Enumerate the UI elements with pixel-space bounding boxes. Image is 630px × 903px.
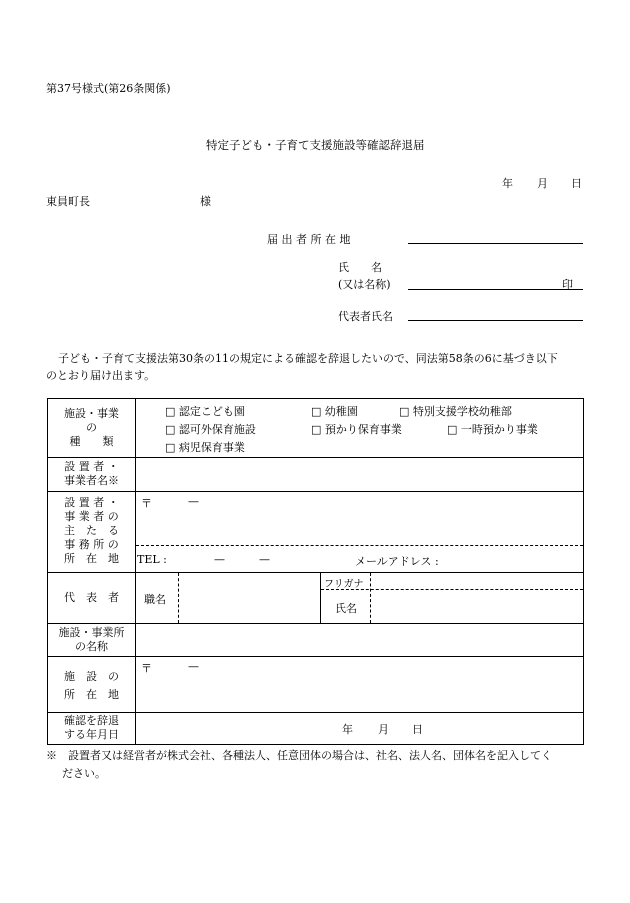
- applicant-name-field[interactable]: [408, 289, 583, 290]
- row-facility-type-label: 施設・事業 の 種 類: [64, 407, 119, 448]
- facility-postal-dash: —: [188, 660, 199, 673]
- representative-name-field[interactable]: [372, 591, 582, 622]
- row-operator-name-label: 設 置 者 ・ 事業者名※: [64, 460, 119, 487]
- facility-postal-mark: 〒: [141, 662, 152, 675]
- email-label: メールアドレス :: [355, 555, 439, 568]
- date-day: 日: [571, 177, 582, 190]
- row-facility-name-label: 施設・事業所 の名称: [58, 626, 125, 653]
- job-title-label: 職名: [144, 593, 166, 606]
- option-sick-child-care[interactable]: □ 病児保育事業: [165, 441, 245, 454]
- withdrawal-month: 月: [378, 723, 389, 736]
- honorific: 様: [200, 195, 211, 208]
- form-number: 第37号様式(第26条関係): [46, 82, 171, 95]
- applicant-address-field[interactable]: [408, 243, 583, 244]
- withdrawal-day: 日: [412, 723, 423, 736]
- footnote-line1: ※ 設置者又は経営者が株式会社、各種法人、任意団体の場合は、社名、法人名、団体名を記入してく: [46, 749, 552, 762]
- tel-label: TEL :: [137, 553, 167, 566]
- option-unlicensed-childcare[interactable]: □ 認可外保育施設: [165, 423, 256, 436]
- applicant-name-sub-label: (又は名称): [338, 278, 391, 291]
- applicant-name-label: 氏 名: [338, 261, 382, 274]
- postal-mark: 〒: [141, 497, 152, 510]
- representative-field[interactable]: [408, 320, 583, 321]
- date-month: 月: [537, 177, 548, 190]
- postal-dash: —: [188, 495, 199, 508]
- footnote-line2: ださい。: [62, 767, 106, 780]
- job-title-field[interactable]: [180, 575, 318, 621]
- row-office-address-label: 設 置 者 ・ 事 業 者 の 主 た る 事 務 所 の 所 在 地: [64, 496, 119, 565]
- furigana-label: フリガナ: [324, 579, 364, 590]
- addressee: 東員町長: [46, 195, 90, 208]
- option-extended-childcare[interactable]: □ 預かり保育事業: [311, 423, 402, 436]
- name-label: 氏名: [335, 602, 357, 615]
- option-temporary-childcare[interactable]: □ 一時預かり事業: [447, 423, 538, 436]
- row-withdrawal-date-label: 確認を辞退 する年月日: [64, 714, 119, 741]
- date-year: 年: [502, 177, 513, 190]
- tel-dash-2: —: [259, 553, 270, 566]
- option-certified-kodomoen[interactable]: □ 認定こども園: [165, 405, 245, 418]
- seal-mark: 印: [562, 278, 573, 291]
- page-title: 特定子ども・子育て支援施設等確認辞退届: [206, 138, 425, 152]
- operator-name-field[interactable]: [137, 459, 582, 490]
- withdrawal-year: 年: [342, 723, 353, 736]
- applicant-address-label: 届 出 者 所 在 地: [267, 233, 351, 246]
- body-text-line2: のとおり届け出ます。: [46, 369, 156, 382]
- row-facility-address-label: 施 設 の 所 在 地: [64, 670, 119, 701]
- option-kindergarten[interactable]: □ 幼稚園: [311, 405, 358, 418]
- option-special-support-kindergarten[interactable]: □ 特別支援学校幼稚部: [399, 405, 512, 418]
- row-representative-label: 代 表 者: [64, 591, 119, 604]
- body-text-line1: 子ども・子育て支援法第30条の11の規定による確認を辞退したいので、同法第58条の6に基づき以下: [58, 352, 558, 365]
- representative-label: 代表者氏名: [338, 310, 393, 323]
- facility-name-field[interactable]: [137, 625, 582, 655]
- tel-dash-1: —: [214, 553, 225, 566]
